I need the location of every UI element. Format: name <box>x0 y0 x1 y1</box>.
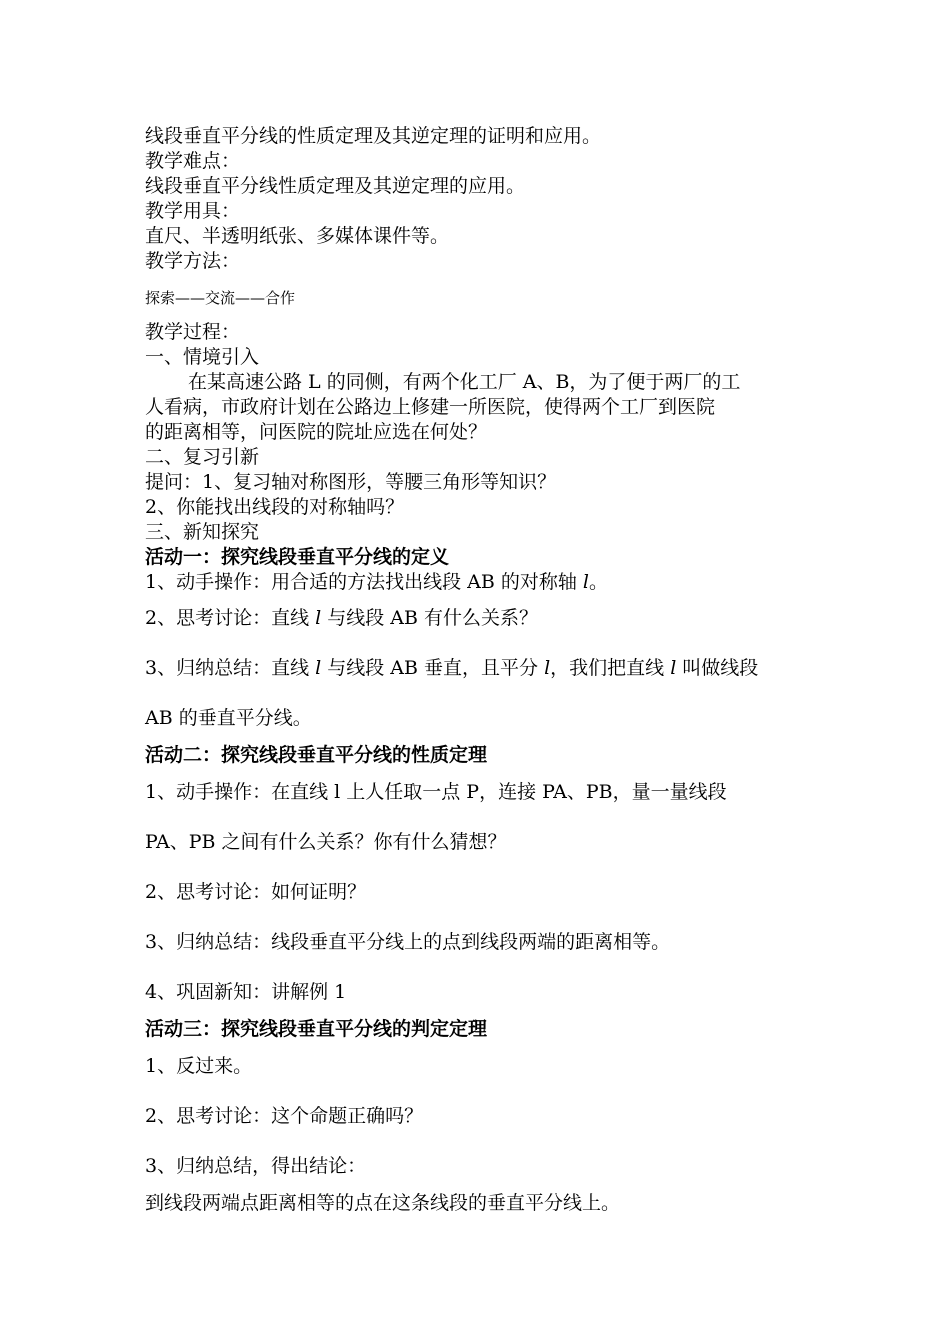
activity1-item3: 3、归纳总结：直线 l 与线段 AB 垂直，且平分 l，我们把直线 l 叫做线段 <box>145 657 759 679</box>
activity2-item1-continued: PA、PB 之间有什么关系？你有什么猜想？ <box>145 831 507 853</box>
activity2-item1: 1、动手操作：在直线 l 上人任取一点 P，连接 PA、PB，量一量线段 <box>145 781 727 803</box>
difficulty-text: 线段垂直平分线性质定理及其逆定理的应用。 <box>145 175 526 197</box>
section2-question2: 2、你能找出线段的对称轴吗？ <box>145 496 405 518</box>
activity2-item3: 3、归纳总结：线段垂直平分线上的点到线段两端的距离相等。 <box>145 931 671 953</box>
activity2-item4: 4、巩固新知：讲解例 1 <box>145 981 347 1003</box>
section1-paragraph-line2: 人看病，市政府计划在公路边上修建一所医院，使得两个工厂到医院 <box>145 396 716 418</box>
process-heading: 教学过程： <box>145 321 241 343</box>
section1-paragraph-line3: 的距离相等，问医院的院址应选在何处？ <box>145 421 488 443</box>
activity3-item3: 3、归纳总结，得出结论： <box>145 1155 367 1177</box>
activity2-title: 活动二：探究线段垂直平分线的性质定理 <box>145 744 488 766</box>
activity1-item1: 1、动手操作：用合适的方法找出线段 AB 的对称轴 l。 <box>145 571 608 593</box>
activity1-title: 活动一：探究线段垂直平分线的定义 <box>145 546 450 568</box>
key-point-text: 线段垂直平分线的性质定理及其逆定理的证明和应用。 <box>145 125 602 147</box>
activity1-item2: 2、思考讨论：直线 l 与线段 AB 有什么关系？ <box>145 607 539 629</box>
tools-text: 直尺、半透明纸张、多媒体课件等。 <box>145 225 450 247</box>
difficulty-heading: 教学难点： <box>145 150 241 172</box>
section3-heading: 三、新知探究 <box>145 521 260 543</box>
activity3-item1: 1、反过来。 <box>145 1055 253 1077</box>
tools-heading: 教学用具： <box>145 200 241 222</box>
activity1-item3-continued: AB 的垂直平分线。 <box>145 707 312 729</box>
section1-paragraph-line1: 在某高速公路 L 的同侧，有两个化工厂 A、B，为了便于两厂的工 <box>188 371 741 393</box>
section2-question1: 提问：1、复习轴对称图形，等腰三角形等知识？ <box>145 471 557 493</box>
activity3-item2: 2、思考讨论：这个命题正确吗？ <box>145 1105 424 1127</box>
method-text: 探索——交流——合作 <box>145 289 296 307</box>
activity3-conclusion: 到线段两端点距离相等的点在这条线段的垂直平分线上。 <box>145 1192 621 1214</box>
activity2-item2: 2、思考讨论：如何证明？ <box>145 881 367 903</box>
section1-heading: 一、情境引入 <box>145 346 260 368</box>
section2-heading: 二、复习引新 <box>145 446 260 468</box>
activity3-title: 活动三：探究线段垂直平分线的判定定理 <box>145 1018 488 1040</box>
method-heading: 教学方法： <box>145 250 241 272</box>
